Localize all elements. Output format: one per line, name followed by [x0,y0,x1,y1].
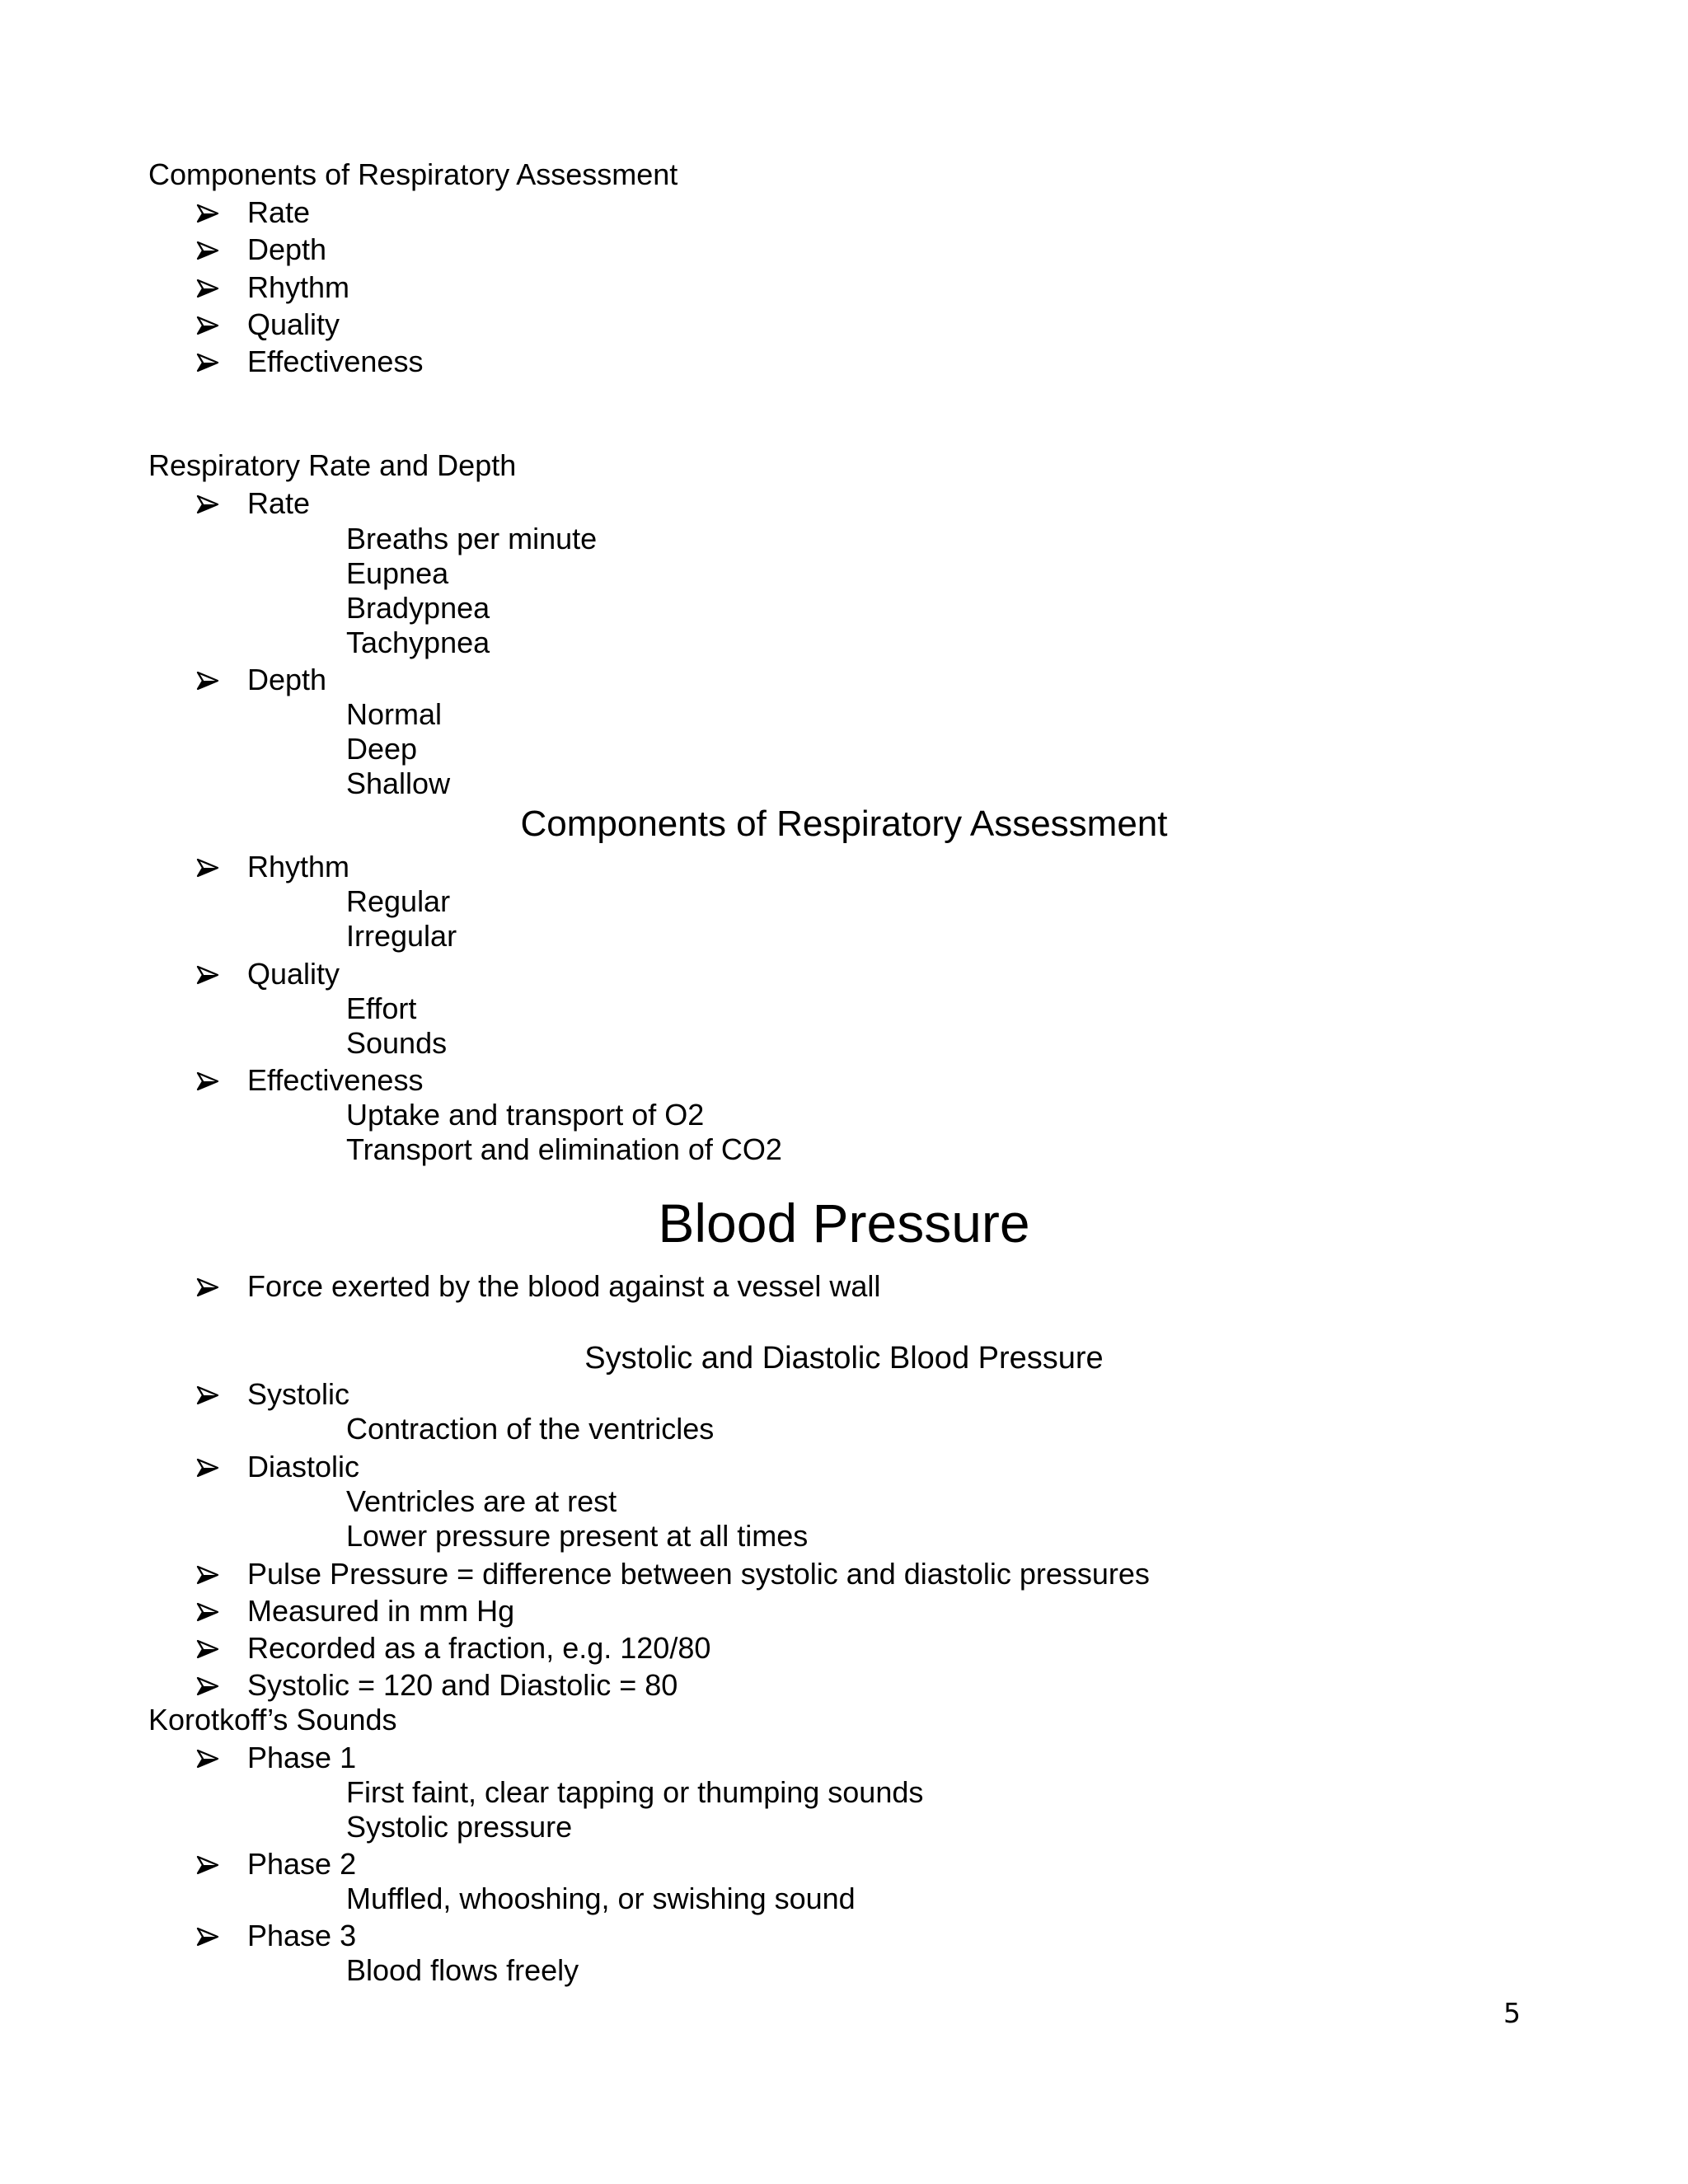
list-item: Rate [247,195,311,229]
sub-item: Regular [346,884,451,918]
arrowhead-bullet-icon [196,344,229,379]
page-title: Blood Pressure [658,1193,1030,1254]
arrowhead-bullet-icon [196,1063,229,1098]
list-item: Depth [247,663,327,696]
arrowhead-bullet-icon [196,663,229,697]
list-item: Systolic [247,1377,350,1411]
sub-item: Normal [346,697,443,731]
list-item: Effectiveness [247,1063,424,1097]
sub-item: Eupnea [346,556,449,590]
list-item: Recorded as a fraction, e.g. 120/80 [247,1631,711,1665]
section-title: Systolic and Diastolic Blood Pressure [584,1341,1104,1376]
section-heading: Components of Respiratory Assessment [148,157,678,191]
sub-item: Tachypnea [346,626,490,659]
list-item: Rate [247,486,311,520]
sub-item: Contraction of the ventricles [346,1412,715,1446]
arrowhead-bullet-icon [196,1557,229,1591]
arrowhead-bullet-icon [196,1668,229,1703]
sub-item: Breaths per minute [346,522,598,555]
arrowhead-bullet-icon [196,232,229,267]
sub-item: Shallow [346,766,451,800]
list-item: Depth [247,232,327,266]
page-number: 5 [1503,1997,1521,2029]
sub-item: Muffled, whooshing, or swishing sound [346,1882,856,1915]
arrowhead-bullet-icon [196,1594,229,1629]
section-heading: Respiratory Rate and Depth [148,448,517,482]
list-item: Systolic = 120 and Diastolic = 80 [247,1668,678,1702]
list-item: Diastolic [247,1450,360,1483]
arrowhead-bullet-icon [196,1450,229,1484]
sub-item: Effort [346,991,417,1025]
sub-item: Bradypnea [346,591,490,625]
list-item: Phase 2 [247,1847,357,1881]
arrowhead-bullet-icon [196,1919,229,1953]
sub-item: Deep [346,732,418,766]
sub-item: Sounds [346,1026,448,1060]
list-item: Force exerted by the blood against a vessel wall [247,1269,881,1303]
list-item: Pulse Pressure = difference between systolic and diastolic pressures [247,1557,1150,1591]
section-title: Components of Respiratory Assessment [520,804,1168,844]
arrowhead-bullet-icon [196,1631,229,1666]
list-item: Rhythm [247,270,350,304]
list-item: Effectiveness [247,344,424,378]
list-item: Measured in mm Hg [247,1594,515,1628]
sub-item: Systolic pressure [346,1810,573,1844]
list-item: Quality [247,307,340,341]
sub-item: Ventricles are at rest [346,1484,617,1518]
arrowhead-bullet-icon [196,270,229,305]
arrowhead-bullet-icon [196,1741,229,1775]
sub-item: Irregular [346,919,457,953]
sub-item: Uptake and transport of O2 [346,1098,705,1132]
sub-item: Blood flows freely [346,1953,579,1987]
list-item: Rhythm [247,850,350,883]
arrowhead-bullet-icon [196,1269,229,1304]
arrowhead-bullet-icon [196,1847,229,1882]
arrowhead-bullet-icon [196,486,229,521]
sub-item: First faint, clear tapping or thumping sounds [346,1775,924,1809]
sub-item: Lower pressure present at all times [346,1519,809,1553]
arrowhead-bullet-icon [196,307,229,342]
list-item: Phase 3 [247,1919,357,1952]
arrowhead-bullet-icon [196,1377,229,1412]
arrowhead-bullet-icon [196,850,229,884]
sub-item: Transport and elimination of CO2 [346,1132,782,1166]
list-item: Quality [247,957,340,991]
list-item: Phase 1 [247,1741,357,1774]
section-heading: Korotkoff’s Sounds [148,1703,397,1736]
arrowhead-bullet-icon [196,957,229,991]
arrowhead-bullet-icon [196,195,229,230]
